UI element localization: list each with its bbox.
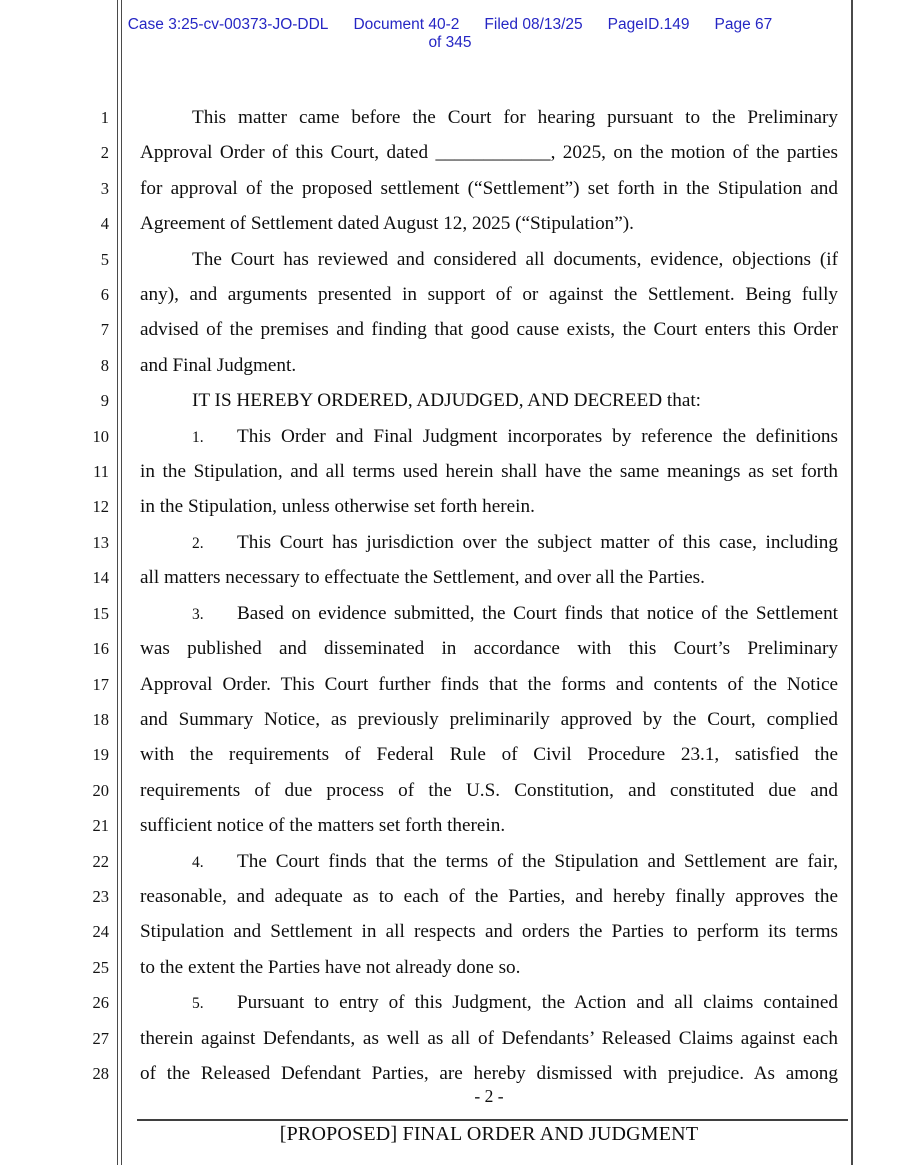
case-number: Case 3:25-cv-00373-JO-DDL: [127, 16, 329, 33]
line-number: 12: [92, 497, 109, 517]
line-number: 4: [100, 214, 109, 234]
footer-title: [PROPOSED] FINAL ORDER AND JUDGMENT: [279, 1122, 699, 1145]
line-number: 8: [100, 355, 109, 375]
body-line: for approval of the proposed settlement (“Settlement”) set forth in the Stipulation and: [140, 177, 838, 199]
page-id: PageID.149: [607, 16, 690, 33]
line-number: 20: [92, 780, 109, 800]
line-number: 9: [100, 391, 109, 411]
line-number: 11: [93, 462, 109, 482]
body-line: Approval Order. This Court further finds that the forms and contents of the Notice: [140, 673, 838, 695]
line-number: 2: [100, 143, 109, 163]
body-line: to the extent the Parties have not already done so.: [140, 956, 521, 978]
pleading-rule-left-outer: [117, 0, 119, 1165]
ecf-stamp-header: [0, 16, 900, 52]
body-line: 3. Based on evidence submitted, the Court finds that notice of the Settlement: [140, 596, 838, 631]
page-number: - 2 -: [474, 1086, 504, 1106]
paragraph-number: 2.: [192, 534, 204, 552]
body-line: sufficient notice of the matters set forth therein.: [140, 815, 506, 837]
body-line: any), and arguments presented in support of or against the Settlement. Being fully: [140, 284, 838, 306]
body-line: The Court has reviewed and considered all documents, evidence, objections (if: [192, 248, 838, 270]
body-line: 1. This Order and Final Judgment incorporates by reference the definitions: [140, 419, 838, 454]
line-number: 7: [100, 320, 109, 340]
line-number: 14: [92, 568, 109, 588]
page-label: Page 67: [714, 16, 773, 33]
document-number: Document 40-2: [353, 16, 460, 33]
body-line: Agreement of Settlement dated August 12, 2025 (“Stipulation”).: [140, 213, 634, 235]
body-line: in the Stipulation, unless otherwise set forth herein.: [140, 496, 535, 518]
body-line: and Summary Notice, as previously preliminarily approved by the Court, complied: [140, 708, 838, 730]
line-number: 27: [92, 1028, 109, 1048]
body-line: This matter came before the Court for hearing pursuant to the Preliminary: [192, 107, 838, 128]
line-number: 22: [92, 851, 109, 871]
line-number: 21: [92, 816, 109, 836]
pleading-rule-right: [851, 0, 853, 1165]
paragraph-number: 1.: [192, 428, 204, 446]
body-line: Approval Order of this Court, dated ____________, 2025, on the motion of the parties: [140, 142, 838, 164]
line-number: 24: [92, 922, 109, 942]
line-number: 3: [100, 178, 109, 198]
line-number: 18: [92, 709, 109, 729]
pleading-rule-left-inner: [121, 0, 123, 1165]
line-number: 16: [92, 639, 109, 659]
line-number: 6: [100, 285, 109, 305]
body-line: all matters necessary to effectuate the Settlement, and over all the Parties.: [140, 567, 705, 589]
line-number: 17: [92, 674, 109, 694]
line-number: 15: [92, 603, 109, 623]
paragraph-number: 3.: [192, 605, 204, 623]
body-line: advised of the premises and finding that good cause exists, the Court enters this Order: [140, 319, 838, 341]
line-number: 19: [92, 745, 109, 765]
filed-date: Filed 08/13/25: [484, 16, 583, 33]
body-line: 4. The Court finds that the terms of the Stipulation and Settlement are fair,: [140, 844, 838, 879]
line-number: 5: [100, 249, 109, 269]
body-line: reasonable, and adequate as to each of the Parties, and hereby finally approves the: [140, 885, 838, 907]
body-line: therein against Defendants, as well as all of Defendants’ Released Claims against each: [140, 1027, 838, 1049]
body-text: [140, 100, 838, 1091]
body-line: with the requirements of Federal Rule of Civil Procedure 23.1, satisfied the: [140, 744, 838, 766]
body-line: was published and disseminated in accordance with this Court’s Preliminary: [140, 638, 838, 660]
line-number: 1: [100, 108, 109, 127]
body-line: in the Stipulation, and all terms used herein shall have the same meanings as set forth: [140, 461, 838, 483]
body-line: IT IS HEREBY ORDERED, ADJUDGED, AND DECREED that:: [192, 390, 701, 412]
footer-rule: [137, 1119, 848, 1121]
body-line: of the Released Defendant Parties, are hereby dismissed with prejudice. As among: [140, 1062, 838, 1084]
body-line: 2. This Court has jurisdiction over the subject matter of this case, including: [140, 525, 838, 560]
line-number: 13: [92, 532, 109, 552]
body-line: requirements of due process of the U.S. Constitution, and constituted due and: [140, 779, 838, 801]
line-number: 28: [92, 1063, 109, 1083]
line-number-column: [0, 100, 109, 1091]
paragraph-number: 5.: [192, 995, 204, 1013]
line-number: 10: [92, 426, 109, 446]
body-line: 5. Pursuant to entry of this Judgment, the Action and all claims contained: [140, 985, 838, 1020]
line-number: 26: [92, 993, 109, 1013]
paragraph-number: 4.: [192, 853, 204, 871]
ecf-stamp-line1: [0, 16, 900, 34]
line-number: 23: [92, 886, 109, 906]
body-line: Stipulation and Settlement in all respects and orders the Parties to perform its terms: [140, 921, 838, 943]
ecf-stamp-line2: of 345: [428, 34, 472, 51]
line-number: 25: [92, 957, 109, 977]
body-line: and Final Judgment.: [140, 354, 297, 376]
